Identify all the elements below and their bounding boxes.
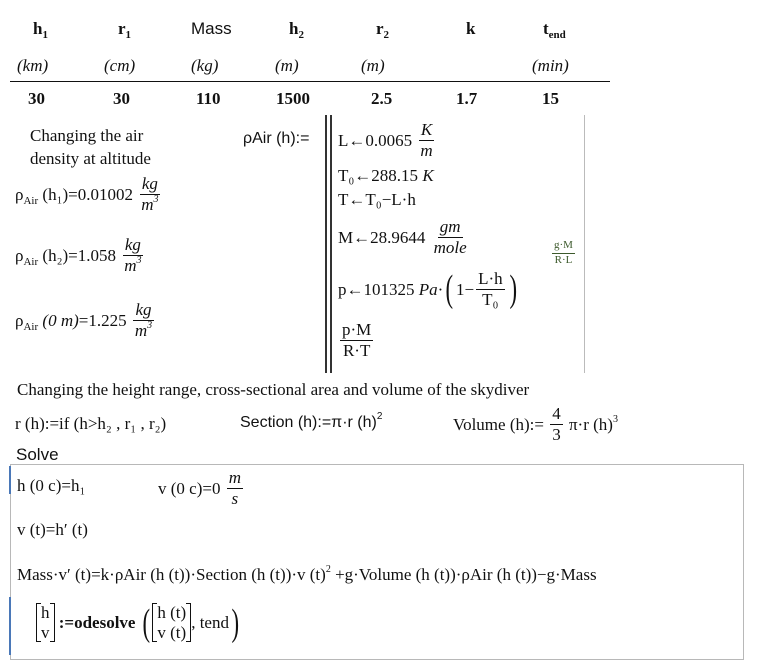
program-line-m[interactable]: M←28.9644 $\frac{gm}{\text{mole}}$ [338,217,467,257]
value-tend[interactable]: 15 [542,89,559,108]
header-h1: $h_1$ [33,19,48,41]
value-r1[interactable]: 30 [113,89,130,108]
unit-m-h2: (m) [275,56,299,75]
program-line-t0[interactable]: T₀←288.15 K [338,166,434,185]
initial-condition-h[interactable]: h (0 c)=h₁ [17,476,86,495]
equation-velocity[interactable]: v (t)=h′ (t) [17,520,88,539]
ranges-heading: Changing the height range, cross-sectional area and volume of the skydiver [17,380,530,399]
solve-label: Solve [16,445,59,464]
program-line-t[interactable]: T←T₀−L·h [338,190,416,209]
value-r2[interactable]: 2.5 [371,89,393,108]
solve-block-marker-bottom [9,597,11,655]
odesolve-arg-vector: h (t) v (t) [152,603,191,642]
density-eval-h2[interactable]: $\rho_{Air}$ (h₂)=1.058 $\frac{kg}{m^3}$ [15,235,142,275]
program-bar-inner [330,115,332,373]
unit-m-r2: (m) [361,56,385,75]
equation-motion[interactable]: Mass·v′ (t)=k·ρAir (h (t))·Section (h (t))·v $(t)^2$ +g·Volume (h (t))·ρAir (h (t))−g·Mass [17,564,597,584]
program-line-p[interactable]: p←101325 Pa·( 1− $\frac{L\cdot h}{\text{T₀}}$ ) [338,268,517,311]
odesolve-statement[interactable]: h v :=odesolve ( h (t) v (t) , tend) [36,603,242,642]
program-bar-outer [325,115,327,373]
density-eval-h1[interactable]: $\rho_{Air}$ (h₁)=0.01002 $\frac{kg}{m^3}$ [15,174,159,214]
value-h1[interactable]: 30 [28,89,45,108]
section-definition[interactable]: Section (h):=π·r $(h)^2$ [240,411,383,431]
value-h2[interactable]: 1500 [276,89,310,108]
volume-definition[interactable]: Volume (h):= $\frac{4}{3}$ π·r $(h)^3$ [453,404,618,444]
radius-definition[interactable]: r (h):=if (h>h₂ , r₁ , r₂) [15,414,167,433]
intro-line1: Changing the air [30,126,144,145]
program-header[interactable]: ρAir (h):= [243,130,310,147]
initial-condition-v[interactable]: v (0 c)=0 $\frac{m}{s}$ [158,468,241,508]
value-k[interactable]: 1.7 [456,89,478,108]
header-r1: $r_1$ [118,19,132,41]
solve-block-marker-top [9,466,11,494]
density-eval-0m[interactable]: $\rho_{Air}$ (0 m)=1.225 $\frac{kg}{m^3}$ [15,300,153,340]
value-mass[interactable]: 110 [196,89,221,108]
program-exponent: $\frac{g\cdot M}{R\cdot L}$ [554,239,573,266]
program-region-edge [584,115,585,373]
unit-kg: (kg) [191,56,219,75]
header-k: k [466,19,476,38]
header-r2: $r_2$ [376,19,390,41]
header-h2: $h_2$ [289,19,304,41]
header-mass: Mass [191,19,232,38]
program-return[interactable]: $\frac{p\cdot M}{R\cdot T}$ [342,320,372,360]
program-line-l[interactable]: L←0.0065 $\frac{K}{m}$ [338,120,433,160]
unit-min: (min) [532,56,569,75]
header-tend: $t_{end}$ [543,19,566,41]
table-rule [10,81,610,82]
unit-km: (km) [17,56,49,75]
unit-cm: (cm) [104,56,136,75]
odesolve-lhs-vector: h v [36,603,55,642]
intro-line2: density at altitude [30,149,151,168]
